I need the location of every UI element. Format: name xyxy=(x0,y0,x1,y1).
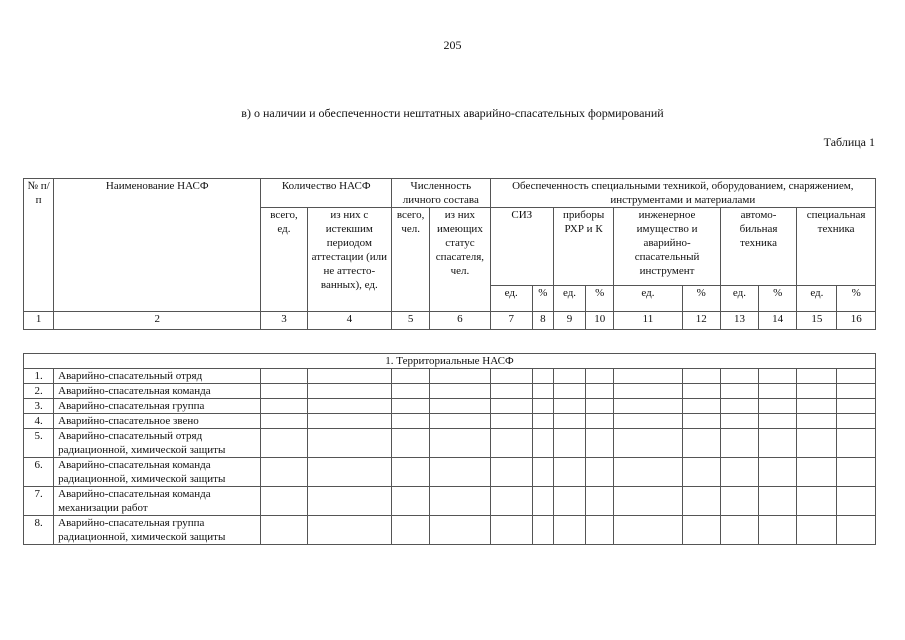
empty-cell xyxy=(797,384,837,399)
empty-cell xyxy=(490,399,532,414)
row-name: Аварийно-спасательная команда механизации работ xyxy=(54,487,261,516)
table-row xyxy=(24,516,876,545)
empty-cell xyxy=(490,414,532,429)
row-name: Аварийно-спасательный отряд радиационной, химической защиты xyxy=(54,429,261,458)
column-number: 1 xyxy=(24,312,54,330)
empty-cell xyxy=(682,399,720,414)
empty-cell xyxy=(307,369,391,384)
header-auto: автомо-бильная техника xyxy=(720,208,796,286)
empty-cell xyxy=(261,399,307,414)
empty-cell xyxy=(532,399,553,414)
empty-cell xyxy=(759,516,797,545)
column-number: 8 xyxy=(532,312,553,330)
empty-cell xyxy=(797,414,837,429)
header-unit: ед. xyxy=(720,286,758,312)
empty-cell xyxy=(490,458,532,487)
column-number: 2 xyxy=(54,312,261,330)
header-siz: СИЗ xyxy=(490,208,553,286)
empty-cell xyxy=(837,384,876,399)
empty-cell xyxy=(430,414,490,429)
column-number: 10 xyxy=(586,312,614,330)
row-number: 1. xyxy=(24,369,54,384)
empty-cell xyxy=(307,458,391,487)
header-table xyxy=(23,178,876,330)
column-number: 7 xyxy=(490,312,532,330)
empty-cell xyxy=(720,414,758,429)
empty-cell xyxy=(797,369,837,384)
empty-cell xyxy=(392,487,430,516)
empty-cell xyxy=(837,429,876,458)
empty-cell xyxy=(797,429,837,458)
empty-cell xyxy=(392,384,430,399)
empty-cell xyxy=(430,516,490,545)
empty-cell xyxy=(430,429,490,458)
empty-cell xyxy=(430,458,490,487)
empty-cell xyxy=(614,369,682,384)
column-number: 15 xyxy=(797,312,837,330)
empty-cell xyxy=(682,369,720,384)
empty-cell xyxy=(392,458,430,487)
empty-cell xyxy=(682,429,720,458)
header-pct: % xyxy=(837,286,876,312)
empty-cell xyxy=(797,487,837,516)
empty-cell xyxy=(261,414,307,429)
column-number: 9 xyxy=(553,312,585,330)
header-pct: % xyxy=(586,286,614,312)
empty-cell xyxy=(586,429,614,458)
empty-cell xyxy=(261,429,307,458)
empty-cell xyxy=(837,399,876,414)
column-number: 12 xyxy=(682,312,720,330)
row-number: 7. xyxy=(24,487,54,516)
header-pct: % xyxy=(759,286,797,312)
empty-cell xyxy=(614,399,682,414)
empty-cell xyxy=(614,414,682,429)
empty-cell xyxy=(682,414,720,429)
empty-cell xyxy=(490,369,532,384)
column-number: 4 xyxy=(307,312,391,330)
empty-cell xyxy=(614,516,682,545)
empty-cell xyxy=(586,487,614,516)
empty-cell xyxy=(553,369,585,384)
header-unit: ед. xyxy=(797,286,837,312)
empty-cell xyxy=(720,384,758,399)
header-supply: Обеспеченность специальными техникой, оборудованием, снаряжением, инструментами и материалами xyxy=(490,179,875,208)
header-rhr: приборы РХР и К xyxy=(553,208,613,286)
table-row xyxy=(24,399,876,414)
empty-cell xyxy=(430,369,490,384)
empty-cell xyxy=(392,429,430,458)
column-number: 6 xyxy=(430,312,490,330)
row-name: Аварийно-спасательная команда радиационной, химической защиты xyxy=(54,458,261,487)
empty-cell xyxy=(307,414,391,429)
column-numbers-row xyxy=(24,312,876,330)
empty-cell xyxy=(614,384,682,399)
empty-cell xyxy=(307,384,391,399)
empty-cell xyxy=(682,516,720,545)
empty-cell xyxy=(261,516,307,545)
empty-cell xyxy=(553,516,585,545)
page-number: 205 xyxy=(443,38,462,52)
header-name: Наименование НАСФ xyxy=(54,179,261,312)
empty-cell xyxy=(553,384,585,399)
header-unit: ед. xyxy=(490,286,532,312)
empty-cell xyxy=(614,458,682,487)
empty-cell xyxy=(553,429,585,458)
data-table xyxy=(23,353,876,545)
empty-cell xyxy=(759,369,797,384)
empty-cell xyxy=(586,384,614,399)
column-number: 5 xyxy=(392,312,430,330)
header-staff: Численность личного состава xyxy=(392,179,491,208)
empty-cell xyxy=(430,399,490,414)
table-row xyxy=(24,384,876,399)
table-row xyxy=(24,429,876,458)
empty-cell xyxy=(553,399,585,414)
empty-cell xyxy=(797,458,837,487)
column-number: 16 xyxy=(837,312,876,330)
row-number: 2. xyxy=(24,384,54,399)
table-row xyxy=(24,369,876,384)
empty-cell xyxy=(759,429,797,458)
header-count-expired: из них с истекшим периодом аттестации (или не аттесто-ванных), ед. xyxy=(307,208,391,312)
empty-cell xyxy=(759,458,797,487)
empty-cell xyxy=(682,384,720,399)
header-num: № п/п xyxy=(24,179,54,312)
empty-cell xyxy=(759,399,797,414)
header-staff-total: всего, чел. xyxy=(392,208,430,312)
empty-cell xyxy=(532,458,553,487)
column-number: 3 xyxy=(261,312,307,330)
empty-cell xyxy=(720,458,758,487)
empty-cell xyxy=(490,516,532,545)
empty-cell xyxy=(532,429,553,458)
header-unit: ед. xyxy=(614,286,682,312)
column-number: 14 xyxy=(759,312,797,330)
column-number: 13 xyxy=(720,312,758,330)
empty-cell xyxy=(261,369,307,384)
row-name: Аварийно-спасательная команда xyxy=(54,384,261,399)
empty-cell xyxy=(759,414,797,429)
empty-cell xyxy=(797,516,837,545)
empty-cell xyxy=(261,384,307,399)
header-pct: % xyxy=(682,286,720,312)
column-number: 11 xyxy=(614,312,682,330)
header-pct: % xyxy=(532,286,553,312)
empty-cell xyxy=(430,487,490,516)
empty-cell xyxy=(614,487,682,516)
empty-cell xyxy=(307,516,391,545)
empty-cell xyxy=(307,429,391,458)
empty-cell xyxy=(532,414,553,429)
empty-cell xyxy=(553,414,585,429)
header-unit: ед. xyxy=(553,286,585,312)
empty-cell xyxy=(586,399,614,414)
row-name: Аварийно-спасательное звено xyxy=(54,414,261,429)
empty-cell xyxy=(759,487,797,516)
empty-cell xyxy=(532,369,553,384)
empty-cell xyxy=(532,384,553,399)
empty-cell xyxy=(490,487,532,516)
empty-cell xyxy=(392,369,430,384)
empty-cell xyxy=(392,399,430,414)
empty-cell xyxy=(720,516,758,545)
table-row xyxy=(24,487,876,516)
section-title: 1. Территориальные НАСФ xyxy=(24,354,876,369)
header-spec: специальная техника xyxy=(797,208,876,286)
empty-cell xyxy=(307,399,391,414)
empty-cell xyxy=(392,516,430,545)
row-name: Аварийно-спасательная группа xyxy=(54,399,261,414)
table-row xyxy=(24,414,876,429)
row-number: 3. xyxy=(24,399,54,414)
empty-cell xyxy=(392,414,430,429)
row-number: 4. xyxy=(24,414,54,429)
empty-cell xyxy=(797,399,837,414)
empty-cell xyxy=(532,487,553,516)
empty-cell xyxy=(307,487,391,516)
empty-cell xyxy=(261,458,307,487)
table-row xyxy=(24,458,876,487)
row-name: Аварийно-спасательная группа радиационной, химической защиты xyxy=(54,516,261,545)
empty-cell xyxy=(553,487,585,516)
empty-cell xyxy=(490,429,532,458)
empty-cell xyxy=(532,516,553,545)
empty-cell xyxy=(837,369,876,384)
empty-cell xyxy=(553,458,585,487)
empty-cell xyxy=(614,429,682,458)
empty-cell xyxy=(261,487,307,516)
empty-cell xyxy=(586,516,614,545)
empty-cell xyxy=(586,369,614,384)
empty-cell xyxy=(759,384,797,399)
row-number: 5. xyxy=(24,429,54,458)
table-label: Таблица 1 xyxy=(823,135,875,149)
row-number: 6. xyxy=(24,458,54,487)
empty-cell xyxy=(490,384,532,399)
empty-cell xyxy=(837,458,876,487)
empty-cell xyxy=(837,487,876,516)
row-number: 8. xyxy=(24,516,54,545)
empty-cell xyxy=(682,458,720,487)
empty-cell xyxy=(720,399,758,414)
header-count-total: всего, ед. xyxy=(261,208,307,312)
empty-cell xyxy=(720,429,758,458)
empty-cell xyxy=(586,458,614,487)
empty-cell xyxy=(682,487,720,516)
header-staff-status: из них имеющих статус спасателя, чел. xyxy=(430,208,490,312)
empty-cell xyxy=(720,369,758,384)
row-name: Аварийно-спасательный отряд xyxy=(54,369,261,384)
empty-cell xyxy=(430,384,490,399)
header-count: Количество НАСФ xyxy=(261,179,392,208)
empty-cell xyxy=(720,487,758,516)
empty-cell xyxy=(837,516,876,545)
empty-cell xyxy=(837,414,876,429)
section-heading: в) о наличии и обеспеченности нештатных аварийно-спасательных формирований xyxy=(241,106,664,120)
empty-cell xyxy=(586,414,614,429)
header-eng: инженерное имущество и аварийно-спасательный инструмент xyxy=(614,208,721,286)
